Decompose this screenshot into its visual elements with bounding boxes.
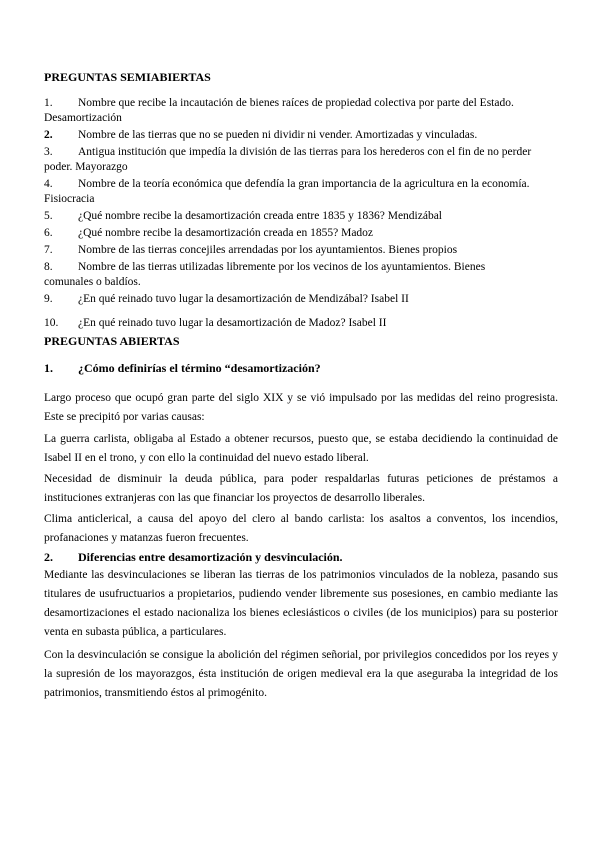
semi-open-heading: PREGUNTAS SEMIABIERTAS [44,70,211,84]
document-page [44,70,558,703]
question-text: ¿Qué nombre recibe la desamortización creada entre 1835 y 1836? Mendizábal [78,210,443,222]
answer-paragraph: La guerra carlista, obligaba al Estado a obtener recursos, puesto que, se estaba decidiendo la continuidad de Isabel II en el trono, y con ello la continuidad del nuevo estado liberal. [44,433,558,464]
answer-paragraph: Mediante las desvinculaciones se liberan las tierras de los patrimonios vinculados de la nobleza, pasando sus titulares de usufructuarios a propietarios, pudiendo vender libremente sus posesiones, en cambio mediante las desamortizaciones el estado nacionaliza los bienes eclesiásticos o civiles (de los municipios) para su posterior venta en subasta pública, a particulares. [44,569,558,638]
question-item [44,292,558,307]
question-number: 10. [44,317,59,329]
question-item [44,177,558,207]
question-item [44,209,558,224]
question-item [44,226,558,241]
question-number: 3. [44,146,53,158]
question-number: 1. [44,361,53,375]
answer-paragraph: Largo proceso que ocupó gran parte del siglo XIX y se vió impulsado por las medidas del reino progresista. Este se precipitó por varias causas: [44,392,558,423]
question-item [44,128,558,143]
open-heading: PREGUNTAS ABIERTAS [44,334,180,348]
question-number: 7. [44,244,53,256]
question-text: Nombre de la teoría económica que defendía la gran importancia de la agricultura en la economía. [78,178,530,190]
question-answer: comunales o baldíos. [44,276,141,288]
question-number: 5. [44,210,53,222]
question-number: 2. [44,129,53,141]
question-answer: poder. Mayorazgo [44,161,128,173]
question-text: Nombre que recibe la incautación de bienes raíces de propiedad colectiva por parte del Estado. [78,97,514,109]
answer-paragraph: Necesidad de disminuir la deuda pública, para poder respaldarlas futuras peticiones de préstamos a instituciones extranjeras con las que financiar los proyectos de desarrollo liberales. [44,473,558,504]
answer-paragraph: Clima anticlerical, a causa del apoyo del clero al bando carlista: los asaltos a conventos, los incendios, profanaciones y matanzas fueron frecuentes. [44,513,558,544]
answer-paragraph: Con la desvinculación se consigue la abolición del régimen señorial, por privilegios concedidos por los reyes y la supresión de los mayorazgos, ésta institución de origen medieval era la que aseguraba la integridad de los patrimonios, transmitiendo éstos al primogénito. [44,649,558,699]
question-text: Nombre de las tierras utilizadas libremente por los vecinos de los ayuntamientos. Bienes [78,261,486,273]
question-text: ¿Qué nombre recibe la desamortización creada en 1855? Madoz [78,227,374,239]
question-number: 2. [44,550,53,564]
question-item [44,316,558,331]
question-item [44,243,558,258]
question-text: ¿En qué reinado tuvo lugar la desamortización de Mendizábal? Isabel II [78,293,409,305]
question-text: Nombre de las tierras concejiles arrendadas por los ayuntamientos. Bienes propios [78,244,458,256]
question-text: ¿En qué reinado tuvo lugar la desamortización de Madoz? Isabel II [78,317,387,329]
question-number: 4. [44,178,53,190]
question-number: 6. [44,227,53,239]
question-item [44,96,558,126]
question-answer: Fisiocracia [44,193,95,205]
question-item [44,145,558,175]
question-number: 8. [44,261,53,273]
question-title: ¿Cómo definirías el término “desamortización? [78,361,321,375]
open-question-title [44,361,558,376]
question-answer: Desamortización [44,112,122,124]
question-text: Nombre de las tierras que no se pueden ni dividir ni vender. Amortizadas y vinculadas. [78,129,478,141]
question-number: 1. [44,97,53,109]
question-item [44,260,558,290]
question-text: Antigua institución que impedía la división de las tierras para los herederos con el fin de no perder [78,146,532,158]
question-number: 9. [44,293,53,305]
question-title: Diferencias entre desamortización y desvinculación. [78,550,343,564]
open-question-title [44,550,558,565]
